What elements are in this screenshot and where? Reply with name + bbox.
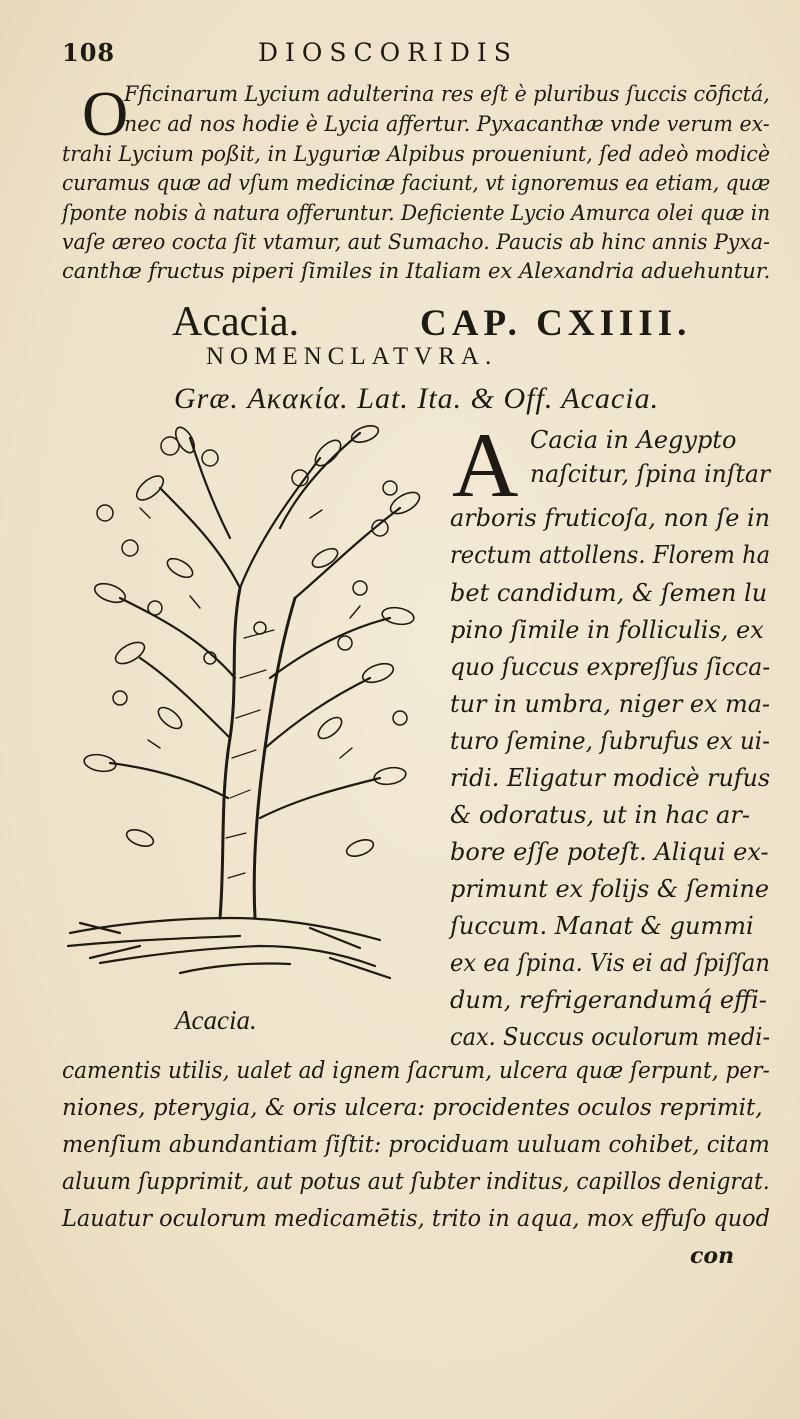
intro-drop-cap: O	[82, 78, 129, 149]
page-header	[62, 38, 762, 74]
intro-line: ſponte nobis à natura offeruntur. Deficiente Lycio Amurca olei quæ in	[62, 201, 771, 226]
body-line: ex ea ſpina. Vis ei ad ſpiſſan	[450, 949, 770, 977]
chapter-title: Acacia.	[172, 299, 300, 345]
intro-line: trahi Lycium poßit, in Lyguriæ Alpibus proueniunt, ſed adeò modicè	[62, 142, 770, 167]
running-title: DIOSCORIDIS	[258, 38, 518, 67]
body-line: ſuccum. Manat & gummi	[450, 912, 754, 940]
body-line: bet candidum, & ſemen lu	[450, 579, 768, 607]
body-line: cax. Succus oculorum medi-	[450, 1023, 771, 1051]
figure-caption: Acacia.	[175, 1005, 257, 1035]
body-line: primunt ex folijs & ſemine	[450, 875, 770, 903]
body-line: menſium abundantiam ſiſtit: prociduam uuluam cohibet, citam	[62, 1132, 770, 1158]
body-line: ridi. Eligatur modicè rufus	[450, 764, 771, 792]
body-line: turo ſemine, ſubrufus ex ui-	[450, 727, 770, 755]
body-line: camentis utilis, ualet ad ignem ſacrum, ulcera quæ ſerpunt, per-	[62, 1058, 770, 1084]
plant-names: Græ. Ακακία. Lat. Ita. & Off. Acacia.	[174, 382, 660, 415]
body-line: dum, refrigerandumq́ effi-	[450, 986, 767, 1014]
body-line: quo ſuccus expreſſus ſicca-	[450, 653, 771, 681]
body-line: aluum ſupprimit, aut potus aut ſubter inditus, capillos denigrat.	[62, 1169, 770, 1195]
acacia-woodcut-illustration	[60, 418, 430, 1008]
body-line: rectum attollens. Florem ha	[450, 541, 771, 569]
chapter-number: CAP. CXIIII.	[420, 303, 692, 344]
intro-line: Fficinarum Lycium adulterina res eſt è pluribus ſuccis cōfictá,	[124, 82, 770, 107]
body-line: pino ſimile in folliculis, ex	[450, 616, 764, 644]
body-line: arboris fruticoſa, non ſe in	[450, 504, 771, 532]
intro-line: curamus quæ ad vſum medicinæ faciunt, vt ignoremus ea etiam, quæ	[62, 171, 771, 196]
body-line: Cacia in Aegypto	[530, 426, 737, 454]
body-line: tur in umbra, niger ex ma-	[450, 690, 771, 718]
body-line: Lauatur oculorum medicamētis, trito in aqua, mox effuſo quod	[62, 1206, 770, 1232]
page-number: 108	[62, 38, 116, 67]
catchword: con	[690, 1243, 735, 1269]
body-line: & odoratus, ut in hac ar-	[450, 801, 750, 829]
intro-line: canthæ fructus piperi ſimiles in Italiam ex Alexandria aduehuntur.	[62, 259, 771, 284]
nomenclatura-heading: NOMENCLATVRA.	[206, 343, 498, 370]
body-line: naſcitur, ſpina inſtar	[530, 460, 771, 488]
intro-line: vaſe æreo cocta ſit vtamur, aut Sumacho. Paucis ab hinc annis Pyxa-	[62, 230, 770, 255]
body-line: bore eſſe poteſt. Aliqui ex-	[450, 838, 769, 866]
body-line: niones, pterygia, & oris ulcera: procidentes oculos reprimit,	[62, 1095, 763, 1121]
intro-line: nec ad nos hodie è Lycia affertur. Pyxacanthæ vnde verum ex-	[124, 112, 770, 137]
body-drop-cap: A	[452, 414, 519, 516]
